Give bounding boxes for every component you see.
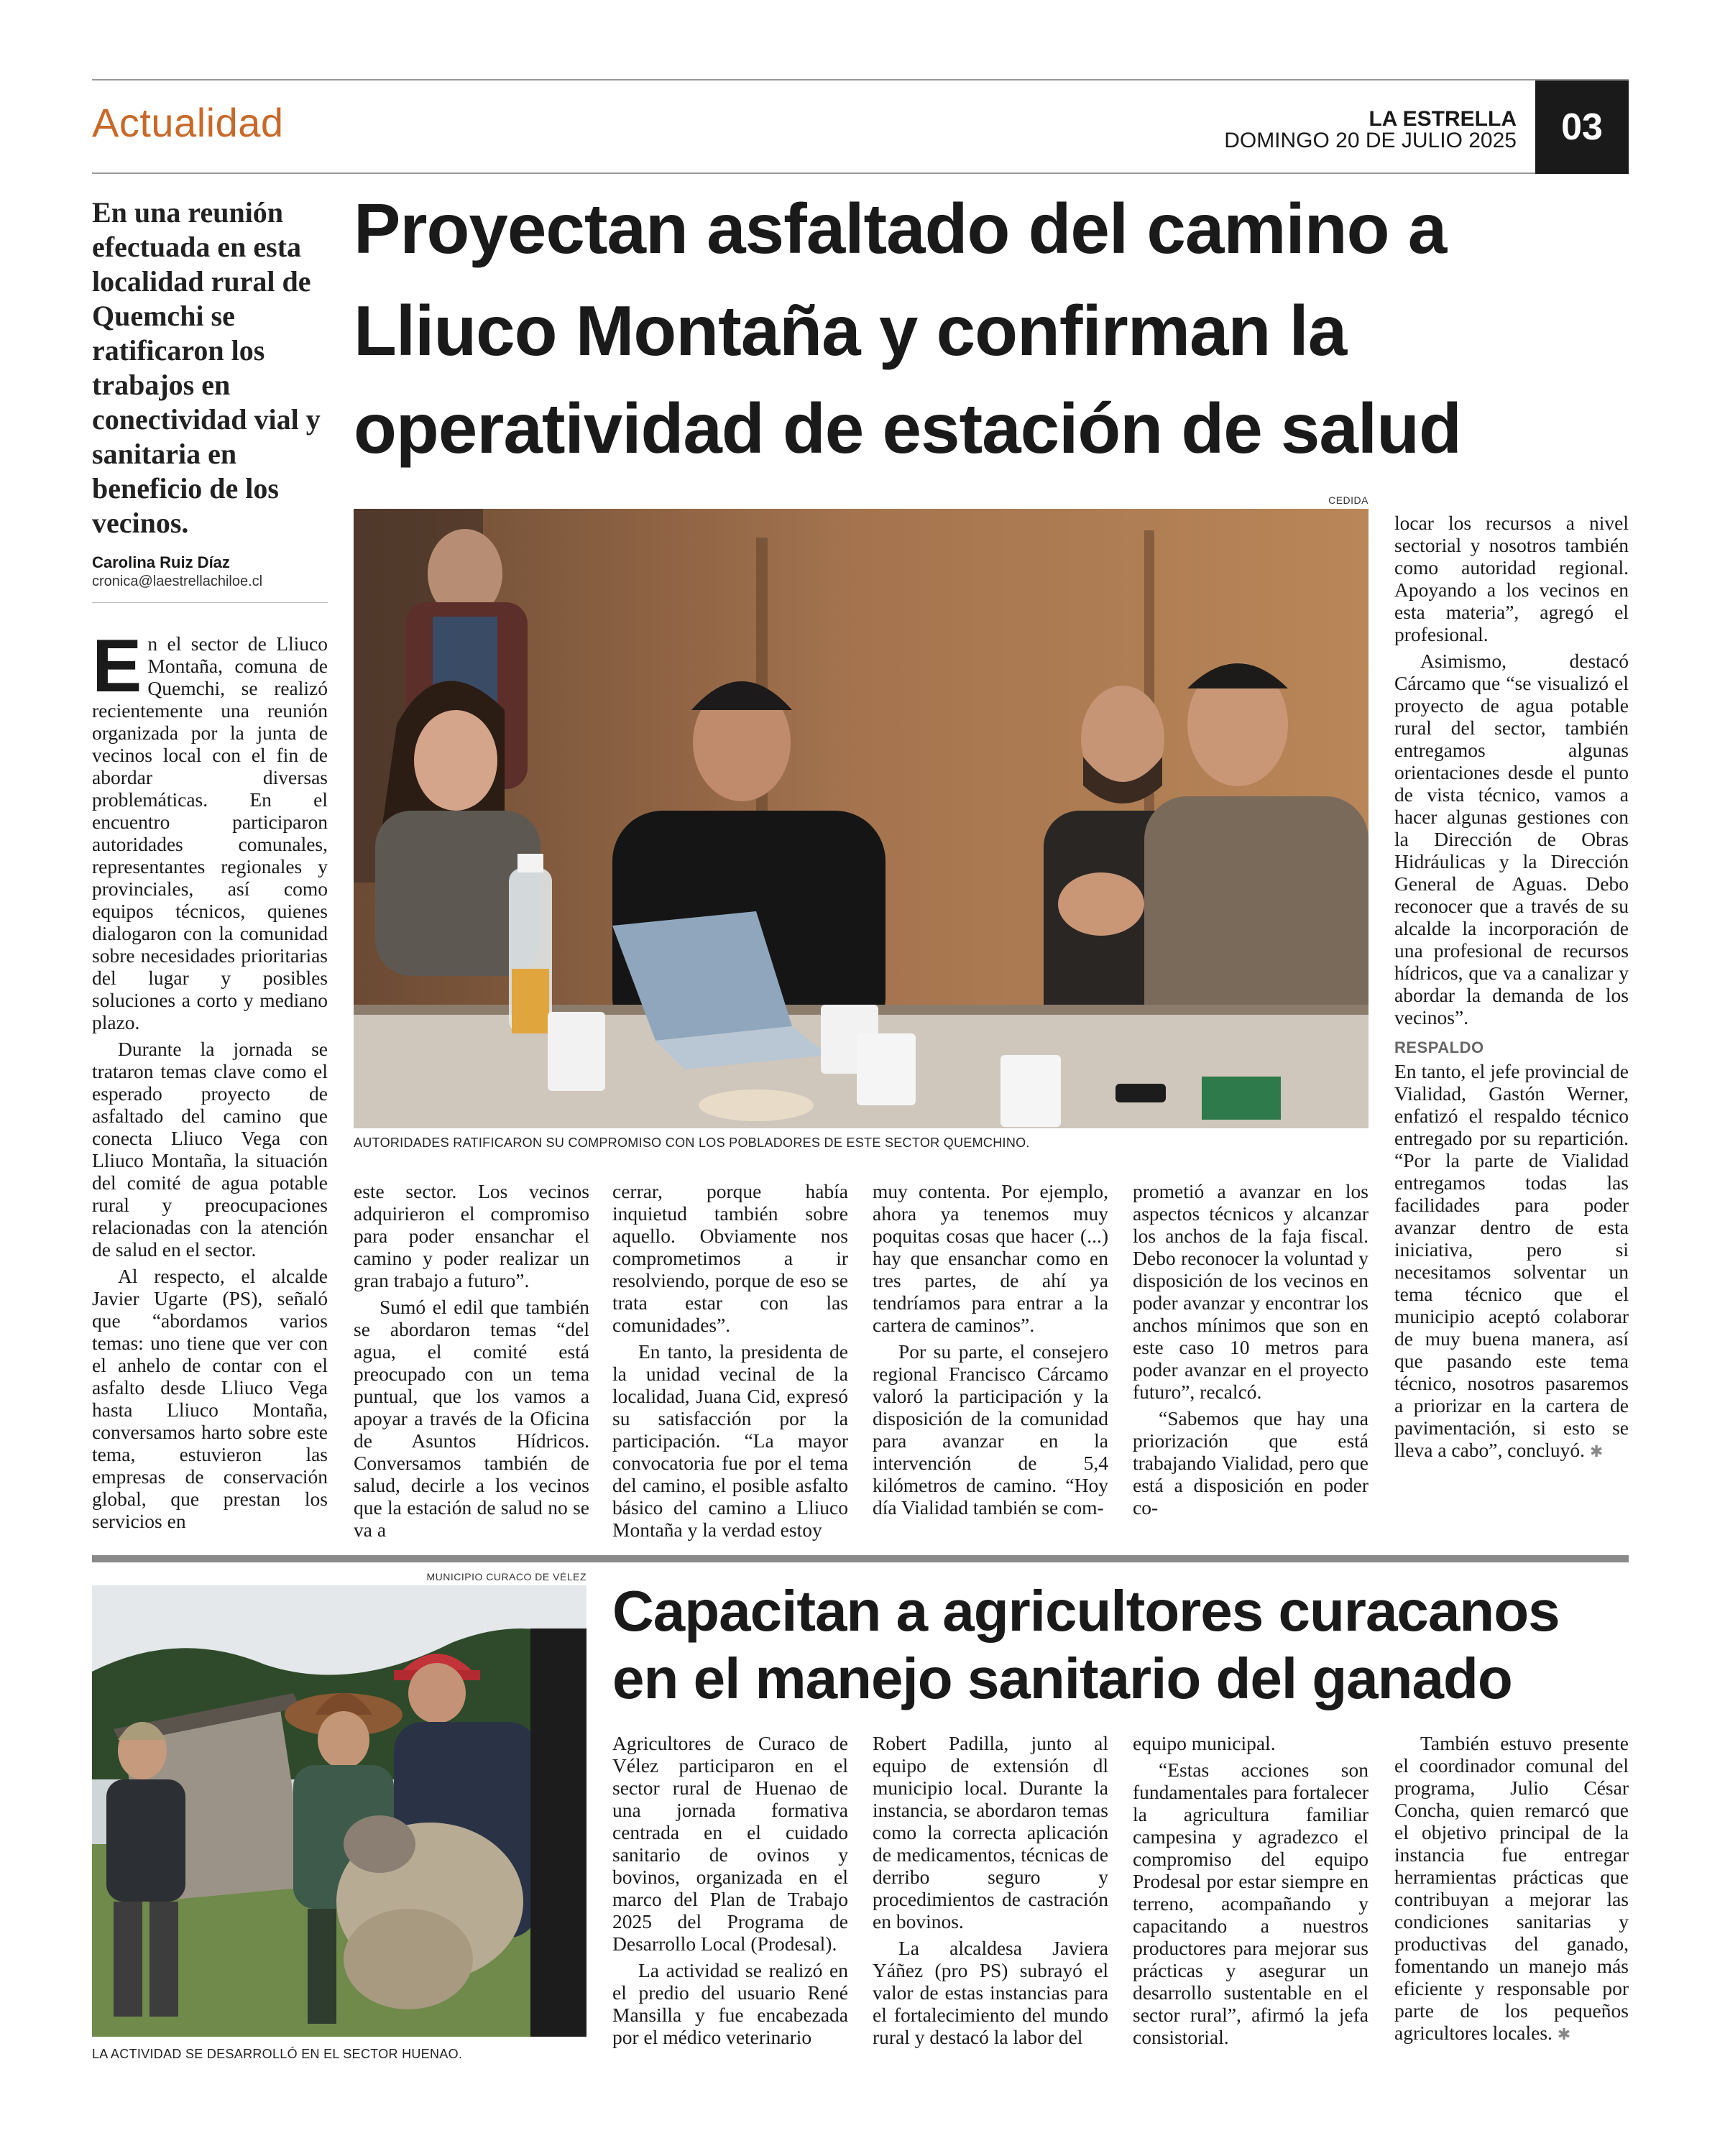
paragraph [1394,1060,1629,1462]
article2-column-4 [1394,1732,1629,2050]
article-divider [92,1555,1629,1562]
header-rule [92,172,1535,174]
issue-date: DOMINGO 20 DE JULIO 2025 [1224,129,1517,152]
paragraph: Agricultores de Curaco de Vélez participaron en el sector rural de Huenao de una jornada formativa centrada en el cuidado sanitario de ovinos y bovinos, organizada en el marco del Plan de Trabajo 2025 del Programa de Desarrollo Local (Prodesal). [612,1732,848,1955]
article2-column-2 [873,1732,1108,2053]
paragraph: equipo municipal. [1133,1732,1276,1754]
newspaper-name: LA ESTRELLA [1368,107,1517,131]
byline-rule [92,602,328,603]
paragraph: Al respecto, el alcalde Javier Ugarte (PS), señaló que “abordamos varios temas: uno tiene que ver con el anhelo de contar con el asfalto desde Lliuco Vega hasta Lliuco Montaña, conversamos harto sobre este tema, estuvieron las empresas de conservación global, que prestan los servicios en [92,1265,328,1532]
paragraph: locar los recursos a nivel sectorial y nosotros también como autoridad regional. Apoyando a los vecinos en esta materia”, agregó el profesional. [1394,512,1629,645]
paragraph: “Sabemos que hay una priorización que está trabajando Vialidad, pero que está a disposición en poder co- [1133,1407,1368,1519]
article-column-5 [1133,1180,1368,1523]
article-column-1 [92,625,328,1537]
subheading: RESPALDO [1394,1038,1484,1056]
photo-caption: AUTORIDADES RATIFICARON SU COMPROMISO CON LOS POBLADORES DE ESTE SECTOR QUEMCHINO. [354,1135,1030,1150]
headline-line-2: Lliuco Montaña y confirman la [354,291,1347,370]
article-lede: En una reunión efectuada en esta localidad rural de Quemchi se ratificaron los trabajos en conectividad vial y sanitaria en beneficio de los vecinos. [92,196,321,539]
meeting-photo [354,509,1368,1128]
livestock-photo-illustration [92,1585,586,2037]
paragraph: “Estas acciones son fundamentales para fortalecer la agricultura familiar campesina y agradezco el compromiso del equipo Prodesal por estar siempre en terreno, acompañando y capacitando a nuestros productores para mejorar sus prácticas y asegurar un desarrollo sustentable en el sector rural”, afirmó la jefa consistorial. [1133,1759,1368,2048]
paragraph: muy contenta. Por ejemplo, ahora ya tenemos muy poquitas cosas que hacer (...) hay que ensanchar como en tres partes, de ahí ya tendríamos para entrar a la cartera de caminos”. [873,1180,1108,1336]
article-column-2 [354,1180,589,1545]
paragraph: Sumó el edil que también se abordaron temas “del agua, el comité está preocupado con un tema puntual, que los vamos a apoyar a través de la Oficina de Asuntos Hídricos. Conversamos también de salud, decirle a los vecinos que la estación de salud no se va a [354,1296,589,1541]
byline-email: cronica@laestrellachiloe.cl [92,573,263,589]
article-column-6 [1394,512,1629,1467]
paragraph-text: También estuvo presente el coordinador comunal del programa, Julio César Concha, quien remarcó que el objetivo principal de la instancia fue entregar herramientas prácticas que contribuyan a mejorar las condiciones sanitarias y productivas del ganado, fomentando un manejo más eficiente y responsable por parte de los pequeños agricultores locales. [1394,1732,1629,2044]
livestock-photo [92,1585,586,2037]
headline-line-3: operatividad de estación de salud [354,389,1461,468]
headline2-line-1: Capacitan a agricultores curacanos [612,1579,1560,1643]
meeting-photo-illustration [354,509,1368,1128]
paragraph: prometió a avanzar en los aspectos técnicos y alcanzar los anchos de la faja fiscal. Debo reconocer la voluntad y disposición de los vecinos en poder avanzar y encontrar los anchos mínimos que son en este caso 10 metros para poder avanzar en el proyecto futuro”, recalcó. [1133,1180,1368,1403]
headline2-line-2: en el manejo sanitario del ganado [612,1646,1512,1710]
page-number: 03 [1535,80,1629,174]
paragraph-text: n el sector de Lliuco Montaña, comuna de Quemchi, se realizó recientemente una reunión organizada por la junta de vecinos local con el fin de abordar diversas problemáticas. En el encuentro participaron autoridades comunales, representantes regionales y provinciales, así como equipos técnicos, quienes dialogaron con la comunidad sobre necesidades prioritarias del lugar y posibles soluciones a corto y mediano plazo. [92,632,328,1033]
headline-line-1: Proyectan asfaltado del camino a [354,189,1447,268]
paragraph: Por su parte, el consejero regional Francisco Cárcamo valoró la participación y la disposición de la comunidad para avanzar en la intervención de 5,4 kilómetros de camino. “Hoy día Vialidad también se com- [873,1340,1108,1519]
photo-credit-2: MUNICIPIO CURACO DE VÉLEZ [426,1571,586,1583]
paragraph [92,625,328,1033]
photo-caption-2: LA ACTIVIDAD SE DESARROLLÓ EN EL SECTOR HUENAO. [92,2047,463,2061]
end-mark-icon: ✱ [1589,1442,1604,1460]
article2-column-3 [1133,1732,1368,2053]
paragraph: La alcaldesa Javiera Yáñez (pro PS) subrayó el valor de estas instancias para el fortalecimiento del mundo rural y destacó la labor del [873,1937,1108,2048]
photo-credit: CEDIDA [1328,494,1368,506]
end-mark-icon: ✱ [1557,2025,1571,2043]
paragraph: Durante la jornada se trataron temas clave como el esperado proyecto de asfaltado del camino que conecta Lliuco Vega con Lliuco Montaña, la situación del comité de agua potable rural y preocupaciones relacionadas con la atención de salud en el sector. [92,1038,328,1261]
article2-column-1 [612,1732,848,2053]
top-rule [92,79,1629,80]
paragraph: Robert Padilla, junto al equipo de extensión dl municipio local. Durante la instancia, se abordaron temas como la correcta aplicación de medicamentos, técnicas de derribo seguro y procedimientos de castración en bovinos. [873,1732,1108,1932]
paragraph: La actividad se realizó en el predio del usuario René Mansilla y fue encabezada por el médico veterinario [612,1959,848,2048]
paragraph: este sector. Los vecinos adquirieron el compromiso para poder ensanchar el camino y poder realizar un gran trabajo a futuro”. [354,1180,589,1291]
drop-cap: E [92,625,142,708]
paragraph: En tanto, la presidenta de la unidad vecinal de la localidad, Juana Cid, expresó su satisfacción por la participación. “La mayor convocatoria fue por el tema del camino, el posible asfalto básico del camino a Lliuco Montaña y la verdad estoy [612,1340,848,1541]
paragraph [1394,1732,1629,2045]
paragraph: Asimismo, destacó Cárcamo que “se visualizó el proyecto de agua potable rural del sector, también entregamos algunas orientaciones desde el punto de vista técnico, vamos a hacer algunas gestiones con la Dirección de Obras Hidráulicas y la Dirección General de Aguas. Debo reconocer que a través de su alcalde la incorporación de una profesional de recursos hídricos, que va a canalizar y abordar la demanda de los vecinos”. [1394,650,1629,1028]
byline-author: Carolina Ruiz Díaz [92,553,230,571]
paragraph: cerrar, porque había inquietud también sobre aquello. Obviamente nos comprometimos a ir resolviendo, porque de eso se trata estar con las comunidades”. [612,1180,848,1336]
article-column-4 [873,1180,1108,1523]
section-title: Actualidad [92,100,284,145]
paragraph-text: En tanto, el jefe provincial de Vialidad, Gastón Werner, enfatizó el respaldo técnico entregado por su repartición. “Por la parte de Vialidad entregamos todas las facilidades para poder avanzar dentro de esta iniciativa, pero si necesitamos solventar un tema técnico que el municipio aceptó colaborar de muy buena manera, así que pasando este tema técnico, nosotros pasaremos a priorizar en la cartera de pavimentación, si esto se lleva a cabo”, concluyó. [1394,1060,1629,1461]
article-column-3 [612,1180,848,1545]
